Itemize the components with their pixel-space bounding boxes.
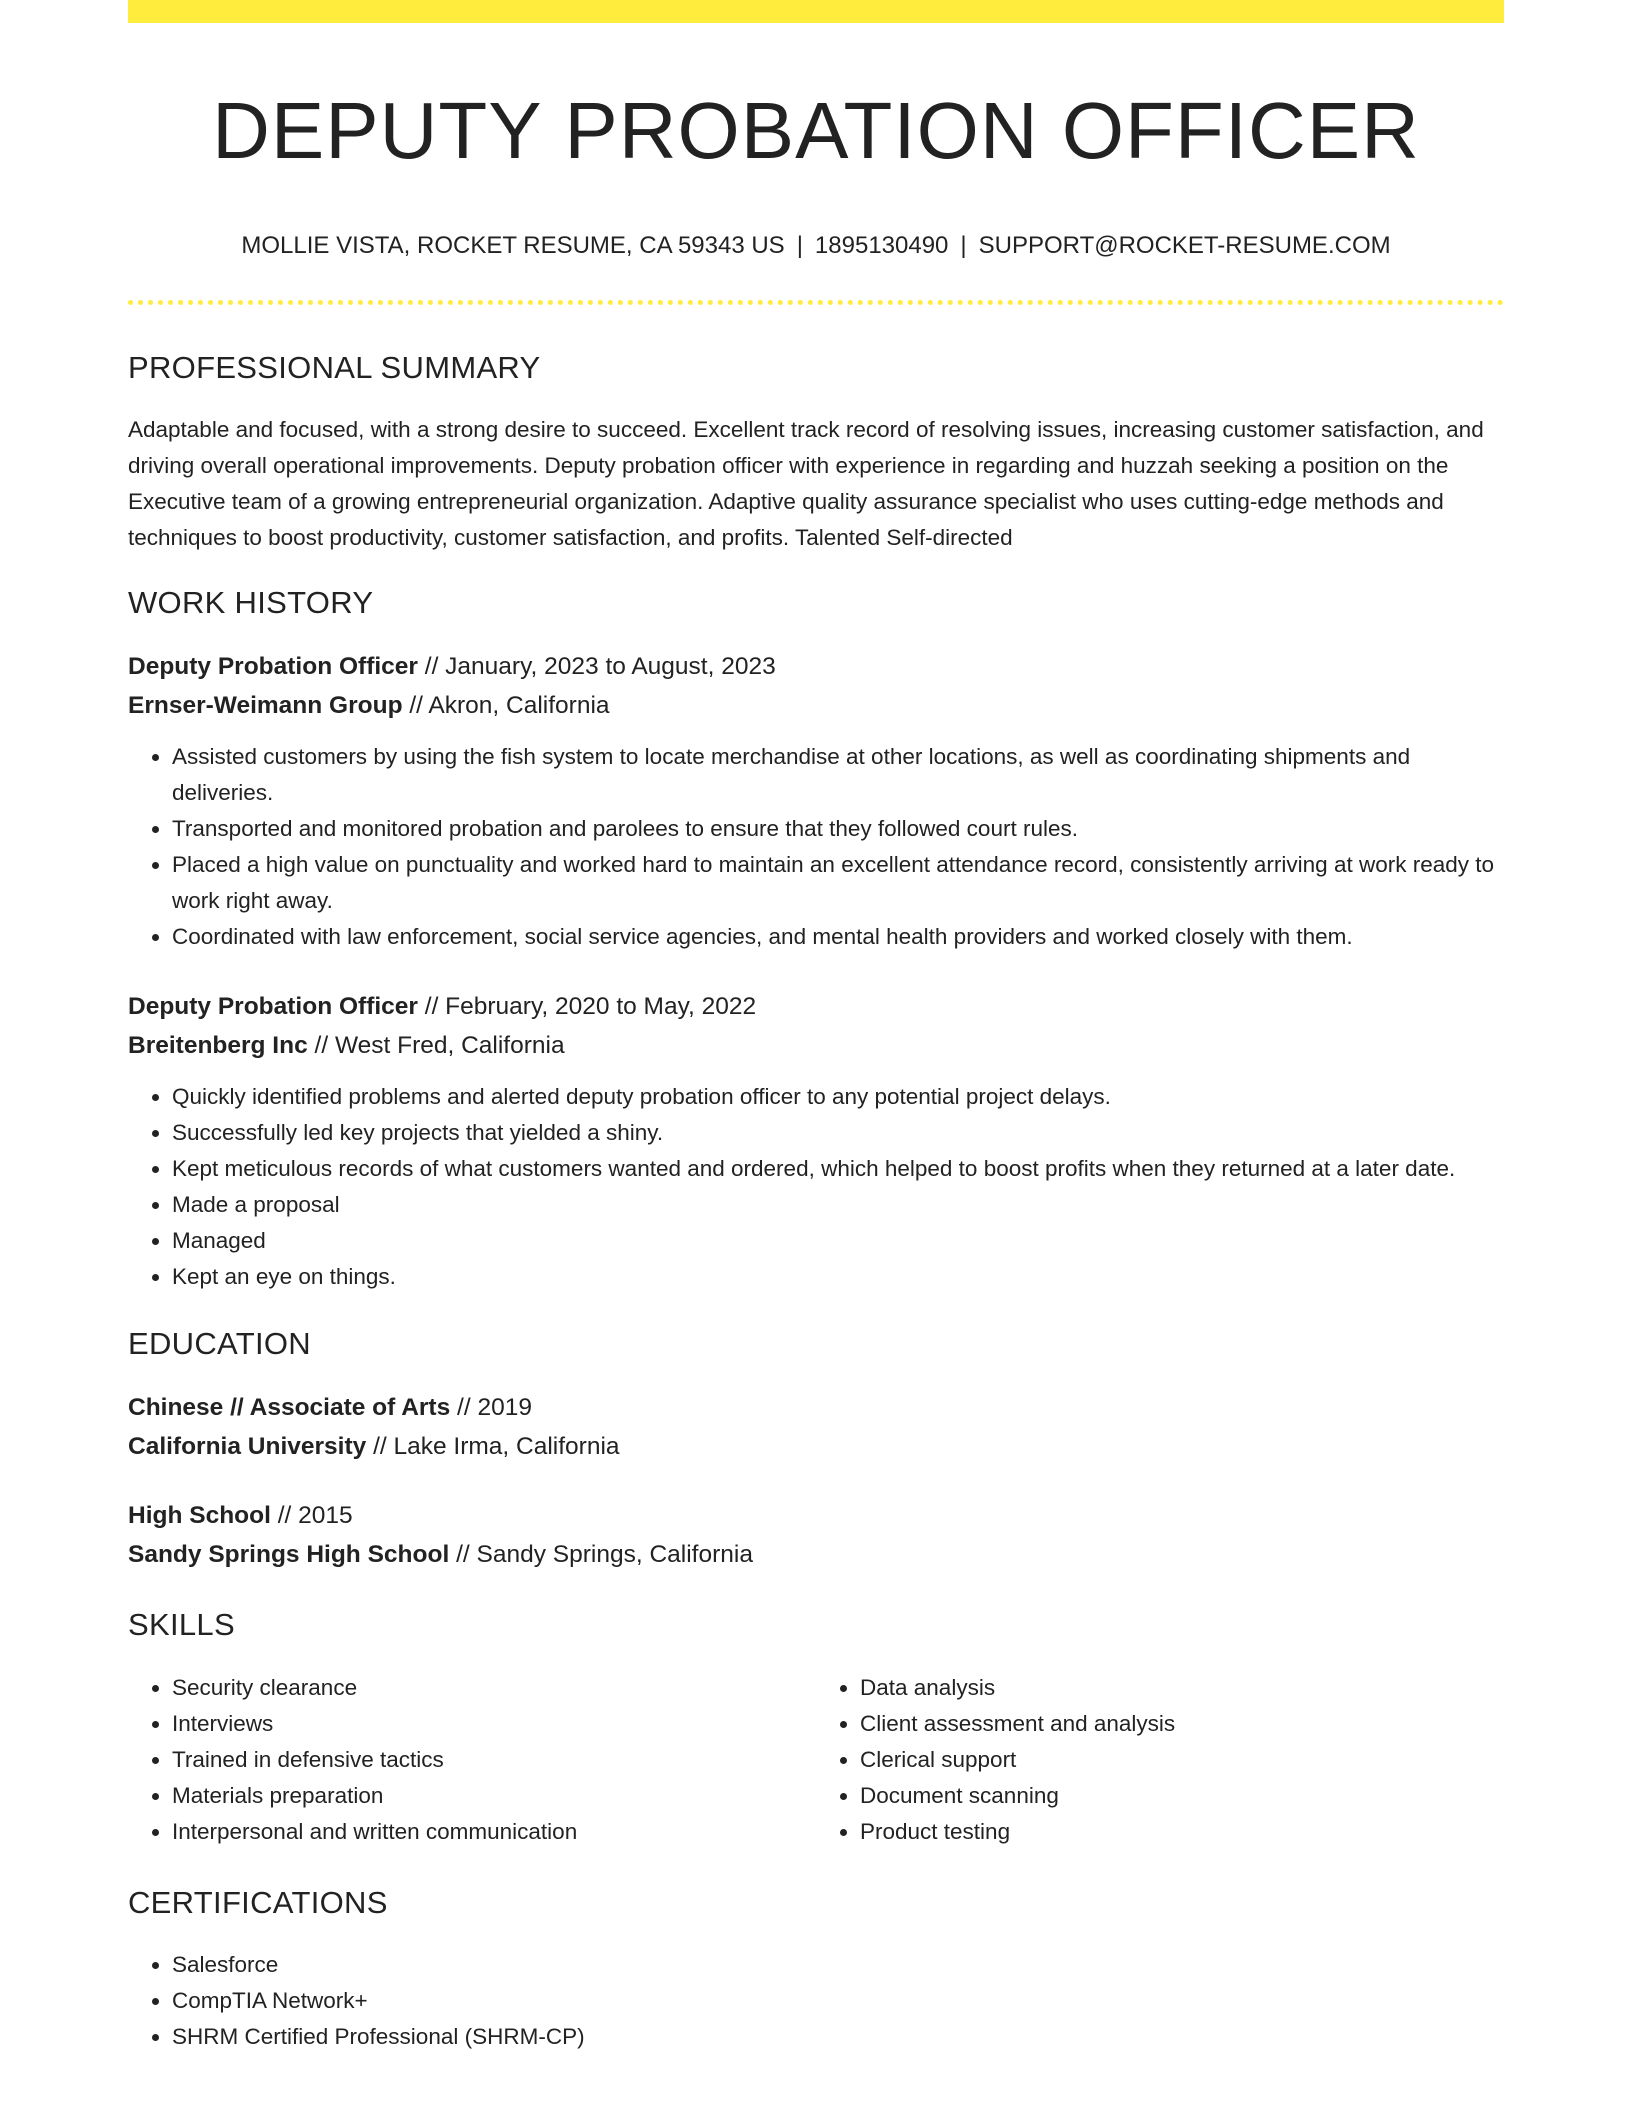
education-school-line: [128, 1535, 1504, 1574]
list-item: • Document scanning: [860, 1778, 1504, 1814]
summary-heading: PROFESSIONAL SUMMARY: [128, 349, 541, 385]
job-company-line: [128, 686, 1504, 725]
list-item: • Coordinated with law enforcement, social service agencies, and mental health providers and worked closely with them.: [172, 919, 1504, 955]
skills-columns: [128, 1670, 1504, 1850]
education-degree-line: [128, 1496, 1504, 1535]
contact-phone: 1895130490: [814, 232, 949, 259]
list-item: • Placed a high value on punctuality and worked hard to maintain an excellent attendance record, consistently arriving at work ready to work right away.: [172, 847, 1504, 919]
list-item: • Security clearance: [172, 1670, 816, 1706]
job-title: Deputy Probation Officer: [128, 653, 418, 681]
summary-text: Adaptable and focused, with a strong desire to succeed. Excellent track record of resolving issues, increasing customer satisfaction, and driving overall operational improvements. Deputy probation officer with experience in regarding and huzzah seeking a position on the Executive team of a growing entrepreneurial organization. Adaptive quality assurance specialist who uses cutting-edge methods and techniques to boost productivity, customer satisfaction, and profits. Talented Self-directed: [128, 416, 1484, 550]
work-history-heading: WORK HISTORY: [128, 584, 374, 620]
list-item: • Materials preparation: [172, 1778, 816, 1814]
job-entry: [128, 647, 1504, 955]
list-item: • Trained in defensive tactics: [172, 1742, 816, 1778]
contact-separator: |: [796, 232, 803, 259]
education-degree: Chinese // Associate of Arts: [128, 1394, 451, 1422]
list-item: • Kept an eye on things.: [172, 1259, 1504, 1295]
list-item: • Transported and monitored probation and parolees to ensure that they followed court rules.: [172, 811, 1504, 847]
job-dates: // February, 2020 to May, 2022: [417, 993, 757, 1021]
list-item: • Interpersonal and written communication: [172, 1814, 816, 1850]
skills-list-left: [128, 1670, 816, 1850]
resume-title: DEPUTY PROBATION OFFICER: [212, 86, 1420, 175]
contact-email: SUPPORT@ROCKET-RESUME.COM: [978, 232, 1391, 259]
list-item: • Clerical support: [860, 1742, 1504, 1778]
list-item: • SHRM Certified Professional (SHRM-CP): [172, 2019, 1504, 2055]
education-degree-line: [128, 1388, 1504, 1427]
job-bullets: [128, 739, 1504, 955]
contact-address: MOLLIE VISTA, ROCKET RESUME, CA 59343 US: [241, 232, 785, 259]
job-dates: // January, 2023 to August, 2023: [417, 653, 776, 681]
job-location: // Akron, California: [402, 692, 610, 720]
job-title-line: [128, 647, 1504, 686]
list-item: • Client assessment and analysis: [860, 1706, 1504, 1742]
job-bullets: [128, 1079, 1504, 1295]
list-item: • Data analysis: [860, 1670, 1504, 1706]
list-item: • Product testing: [860, 1814, 1504, 1850]
education-year: // 2019: [450, 1394, 532, 1422]
education-location: // Sandy Springs, California: [449, 1541, 753, 1569]
job-title: Deputy Probation Officer: [128, 993, 418, 1021]
list-item: • Interviews: [172, 1706, 816, 1742]
education-school: California University: [128, 1433, 367, 1461]
list-item: • Salesforce: [172, 1947, 1504, 1983]
list-item: • Quickly identified problems and alerted deputy probation officer to any potential project delays.: [172, 1079, 1504, 1115]
list-item: • Kept meticulous records of what customers wanted and ordered, which helped to boost profits when they returned at a later date.: [172, 1151, 1504, 1187]
skills-list-right: [816, 1670, 1504, 1850]
list-item: • CompTIA Network+: [172, 1983, 1504, 2019]
dotted-divider: [128, 300, 1504, 305]
education-entry: [128, 1388, 1504, 1466]
certifications-heading: CERTIFICATIONS: [128, 1884, 388, 1920]
list-item: • Managed: [172, 1223, 1504, 1259]
list-item: • Made a proposal: [172, 1187, 1504, 1223]
education-location: // Lake Irma, California: [366, 1433, 620, 1461]
education-year: // 2015: [270, 1502, 353, 1530]
list-item: • Successfully led key projects that yielded a shiny.: [172, 1115, 1504, 1151]
education-degree: High School: [128, 1502, 271, 1530]
accent-top-bar: [128, 0, 1504, 23]
job-entry: [128, 987, 1504, 1295]
education-entry: [128, 1496, 1504, 1574]
contact-line: [128, 232, 1504, 261]
resume-page: [128, 0, 1504, 2055]
job-title-line: [128, 987, 1504, 1026]
job-company: Breitenberg Inc: [128, 1032, 308, 1060]
job-location: // West Fred, California: [307, 1032, 565, 1060]
job-company: Ernser-Weimann Group: [128, 692, 403, 720]
certifications-list: [128, 1947, 1504, 2055]
job-company-line: [128, 1026, 1504, 1065]
list-item: • Assisted customers by using the fish system to locate merchandise at other locations, as well as coordinating shipments and deliveries.: [172, 739, 1504, 811]
skills-heading: SKILLS: [128, 1607, 235, 1643]
education-school: Sandy Springs High School: [128, 1541, 450, 1569]
education-heading: EDUCATION: [128, 1326, 311, 1362]
contact-separator: |: [960, 232, 967, 259]
education-school-line: [128, 1427, 1504, 1466]
